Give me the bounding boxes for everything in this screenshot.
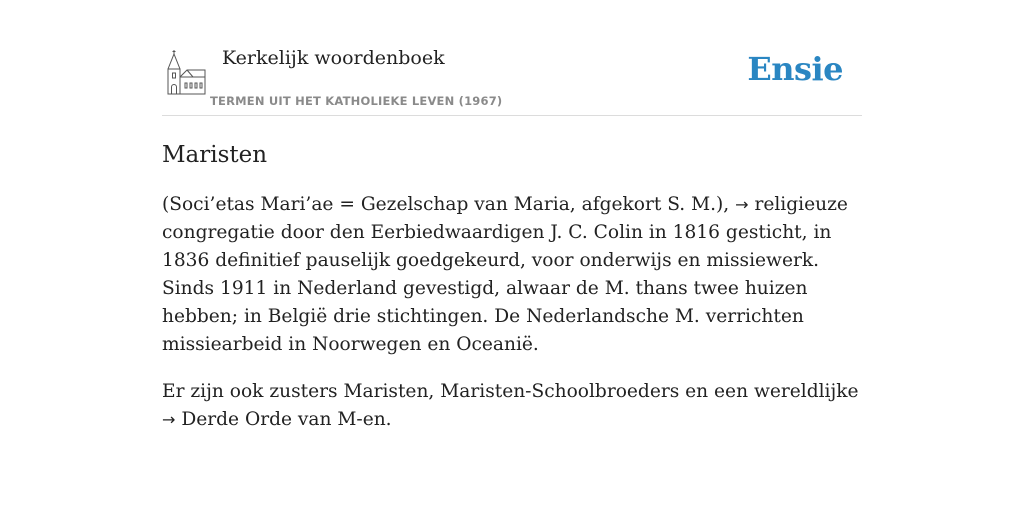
paragraph-text: van M-en. [297,409,392,430]
arrow-right-icon: → [735,195,749,214]
xref-link-derde-orde[interactable]: Derde Orde [181,409,292,430]
church-icon [165,49,207,95]
site-subtitle: TERMEN UIT HET KATHOLIEKE LEVEN (1967) [210,94,503,108]
site-header [162,40,862,116]
article [162,140,862,453]
brand-logo-link[interactable]: Ensie [747,50,843,88]
article-title: Maristen [162,142,268,168]
paragraph-text: Er zijn ook zusters Maristen, Maristen-Schoolbroeders en een wereldlijke [162,381,859,402]
site-title-link[interactable]: Kerkelijk woordenboek [222,47,445,69]
arrow-right-icon: → [162,410,176,429]
paragraph-text: (Soci’etas Mari’ae = Gezelschap van Maria, afgekort S. M.), [162,194,730,215]
article-paragraph-1 [162,191,862,359]
xref-link-religieuze-congregatie[interactable]: religieuze congregatie [162,194,848,243]
article-paragraph-2 [162,378,862,434]
paragraph-text: door den Eerbiedwaardigen J. C. Colin in 1816 gesticht, in 1836 definitief pauselijk goedgekeurd, voor onderwijs en missiewerk. Sinds 1911 in Nederland gevestigd, alwaar de M. thans twee huizen hebben; in België drie stichtingen. De Nederlandsche M. verrichten missiearbeid in Noorwegen en Oceanië. [162,222,832,355]
